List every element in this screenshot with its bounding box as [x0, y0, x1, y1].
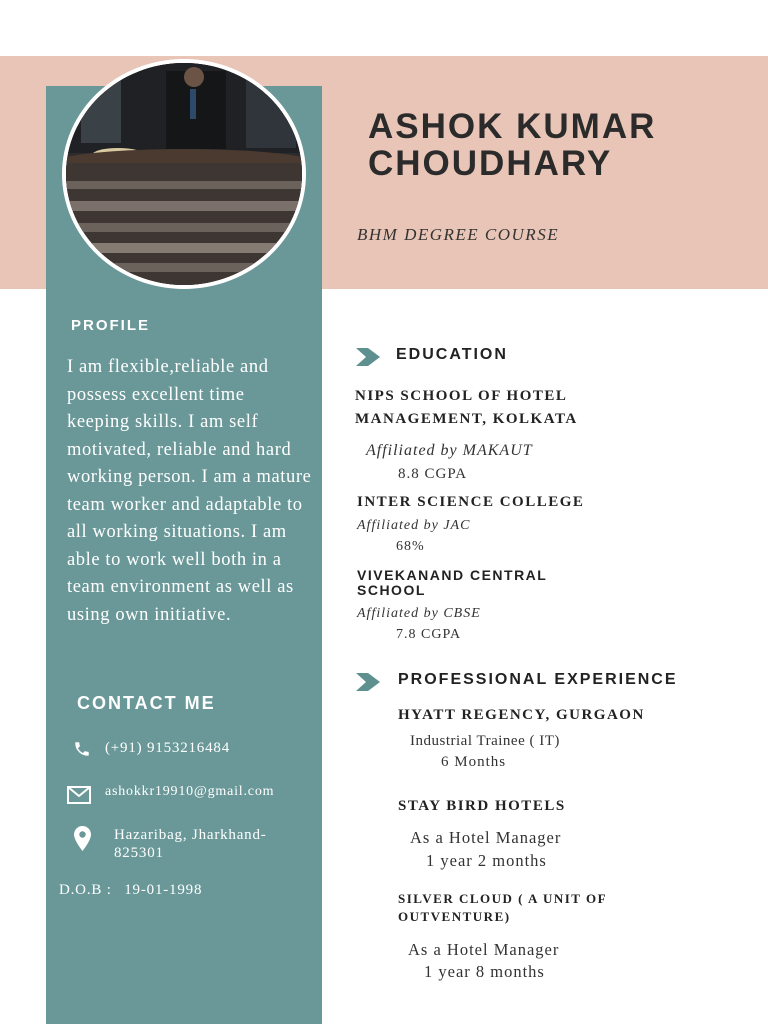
contact-heading: CONTACT ME: [77, 693, 216, 713]
experience-item-3-duration: 1 year 8 months: [424, 962, 545, 981]
experience-item-1-company: HYATT REGENCY, GURGAON: [398, 707, 645, 723]
experience-item-3-role: As a Hotel Manager: [408, 940, 560, 959]
education-item-1-name-line-1: NIPS SCHOOL OF HOTEL: [355, 388, 568, 404]
address-line-2: 825301: [114, 845, 164, 861]
candidate-name: [368, 108, 748, 182]
education-heading: EDUCATION: [396, 346, 508, 363]
education-item-2-name: INTER SCIENCE COLLEGE: [357, 494, 585, 510]
experience-item-3-company-line-1: SILVER CLOUD ( A UNIT OF: [398, 891, 608, 906]
experience-item-2-role: As a Hotel Manager: [410, 828, 562, 847]
education-item-3-score: 7.8 CGPA: [396, 627, 462, 642]
experience-item-2-duration: 1 year 2 months: [426, 851, 547, 870]
education-item-1-name-line-2: MANAGEMENT, KOLKATA: [355, 411, 578, 427]
education-item-3-name: [357, 568, 547, 598]
experience-item-1-role: Industrial Trainee ( IT): [410, 733, 560, 749]
experience-item-2-company: STAY BIRD HOTELS: [398, 798, 566, 814]
degree-subtitle: BHM DEGREE COURSE: [357, 225, 560, 244]
education-item-1-name: [355, 386, 578, 429]
location-pin-icon: [74, 826, 91, 851]
education-item-3-name-line-1: VIVEKANAND CENTRAL: [357, 567, 548, 583]
dob-label: D.O.B :: [59, 882, 112, 898]
education-item-2-affiliation: Affiliated by JAC: [357, 518, 471, 533]
phone-number[interactable]: (+91) 9153216484: [105, 740, 230, 756]
education-item-2-score: 68%: [396, 539, 425, 554]
email-address[interactable]: ashokkr19910@gmail.com: [105, 784, 275, 799]
dob-value: 19-01-1998: [124, 882, 203, 898]
phone-icon: [73, 740, 91, 758]
date-of-birth: [59, 882, 210, 899]
name-line-1: ASHOK KUMAR: [368, 107, 657, 146]
profile-heading: PROFILE: [71, 317, 151, 334]
profile-photo: [62, 59, 306, 289]
experience-heading: PROFESSIONAL EXPERIENCE: [398, 671, 678, 688]
address: [114, 826, 267, 862]
experience-item-3-company: [398, 890, 607, 926]
education-item-3-name-line-2: SCHOOL: [357, 582, 426, 598]
experience-item-3-company-line-2: OUTVENTURE): [398, 909, 511, 924]
education-item-1-affiliation: Affiliated by MAKAUT: [366, 442, 533, 459]
education-item-3-affiliation: Affiliated by CBSE: [357, 606, 481, 621]
experience-item-1-duration: 6 Months: [441, 754, 507, 770]
mail-icon: [67, 786, 91, 804]
education-item-1-score: 8.8 CGPA: [398, 466, 468, 482]
name-line-2: CHOUDHARY: [368, 144, 613, 183]
experience-arrow-icon: [356, 673, 380, 691]
education-arrow-icon: [356, 348, 380, 366]
address-line-1: Hazaribag, Jharkhand-: [114, 827, 267, 843]
profile-text: I am flexible,reliable and possess excellent time keeping skills. I am self motivated, reliable and hard working person. I am a mature team worker and adaptable to all working situations. I am able to work well both in a team environment as well as using own initiative.: [67, 357, 312, 625]
